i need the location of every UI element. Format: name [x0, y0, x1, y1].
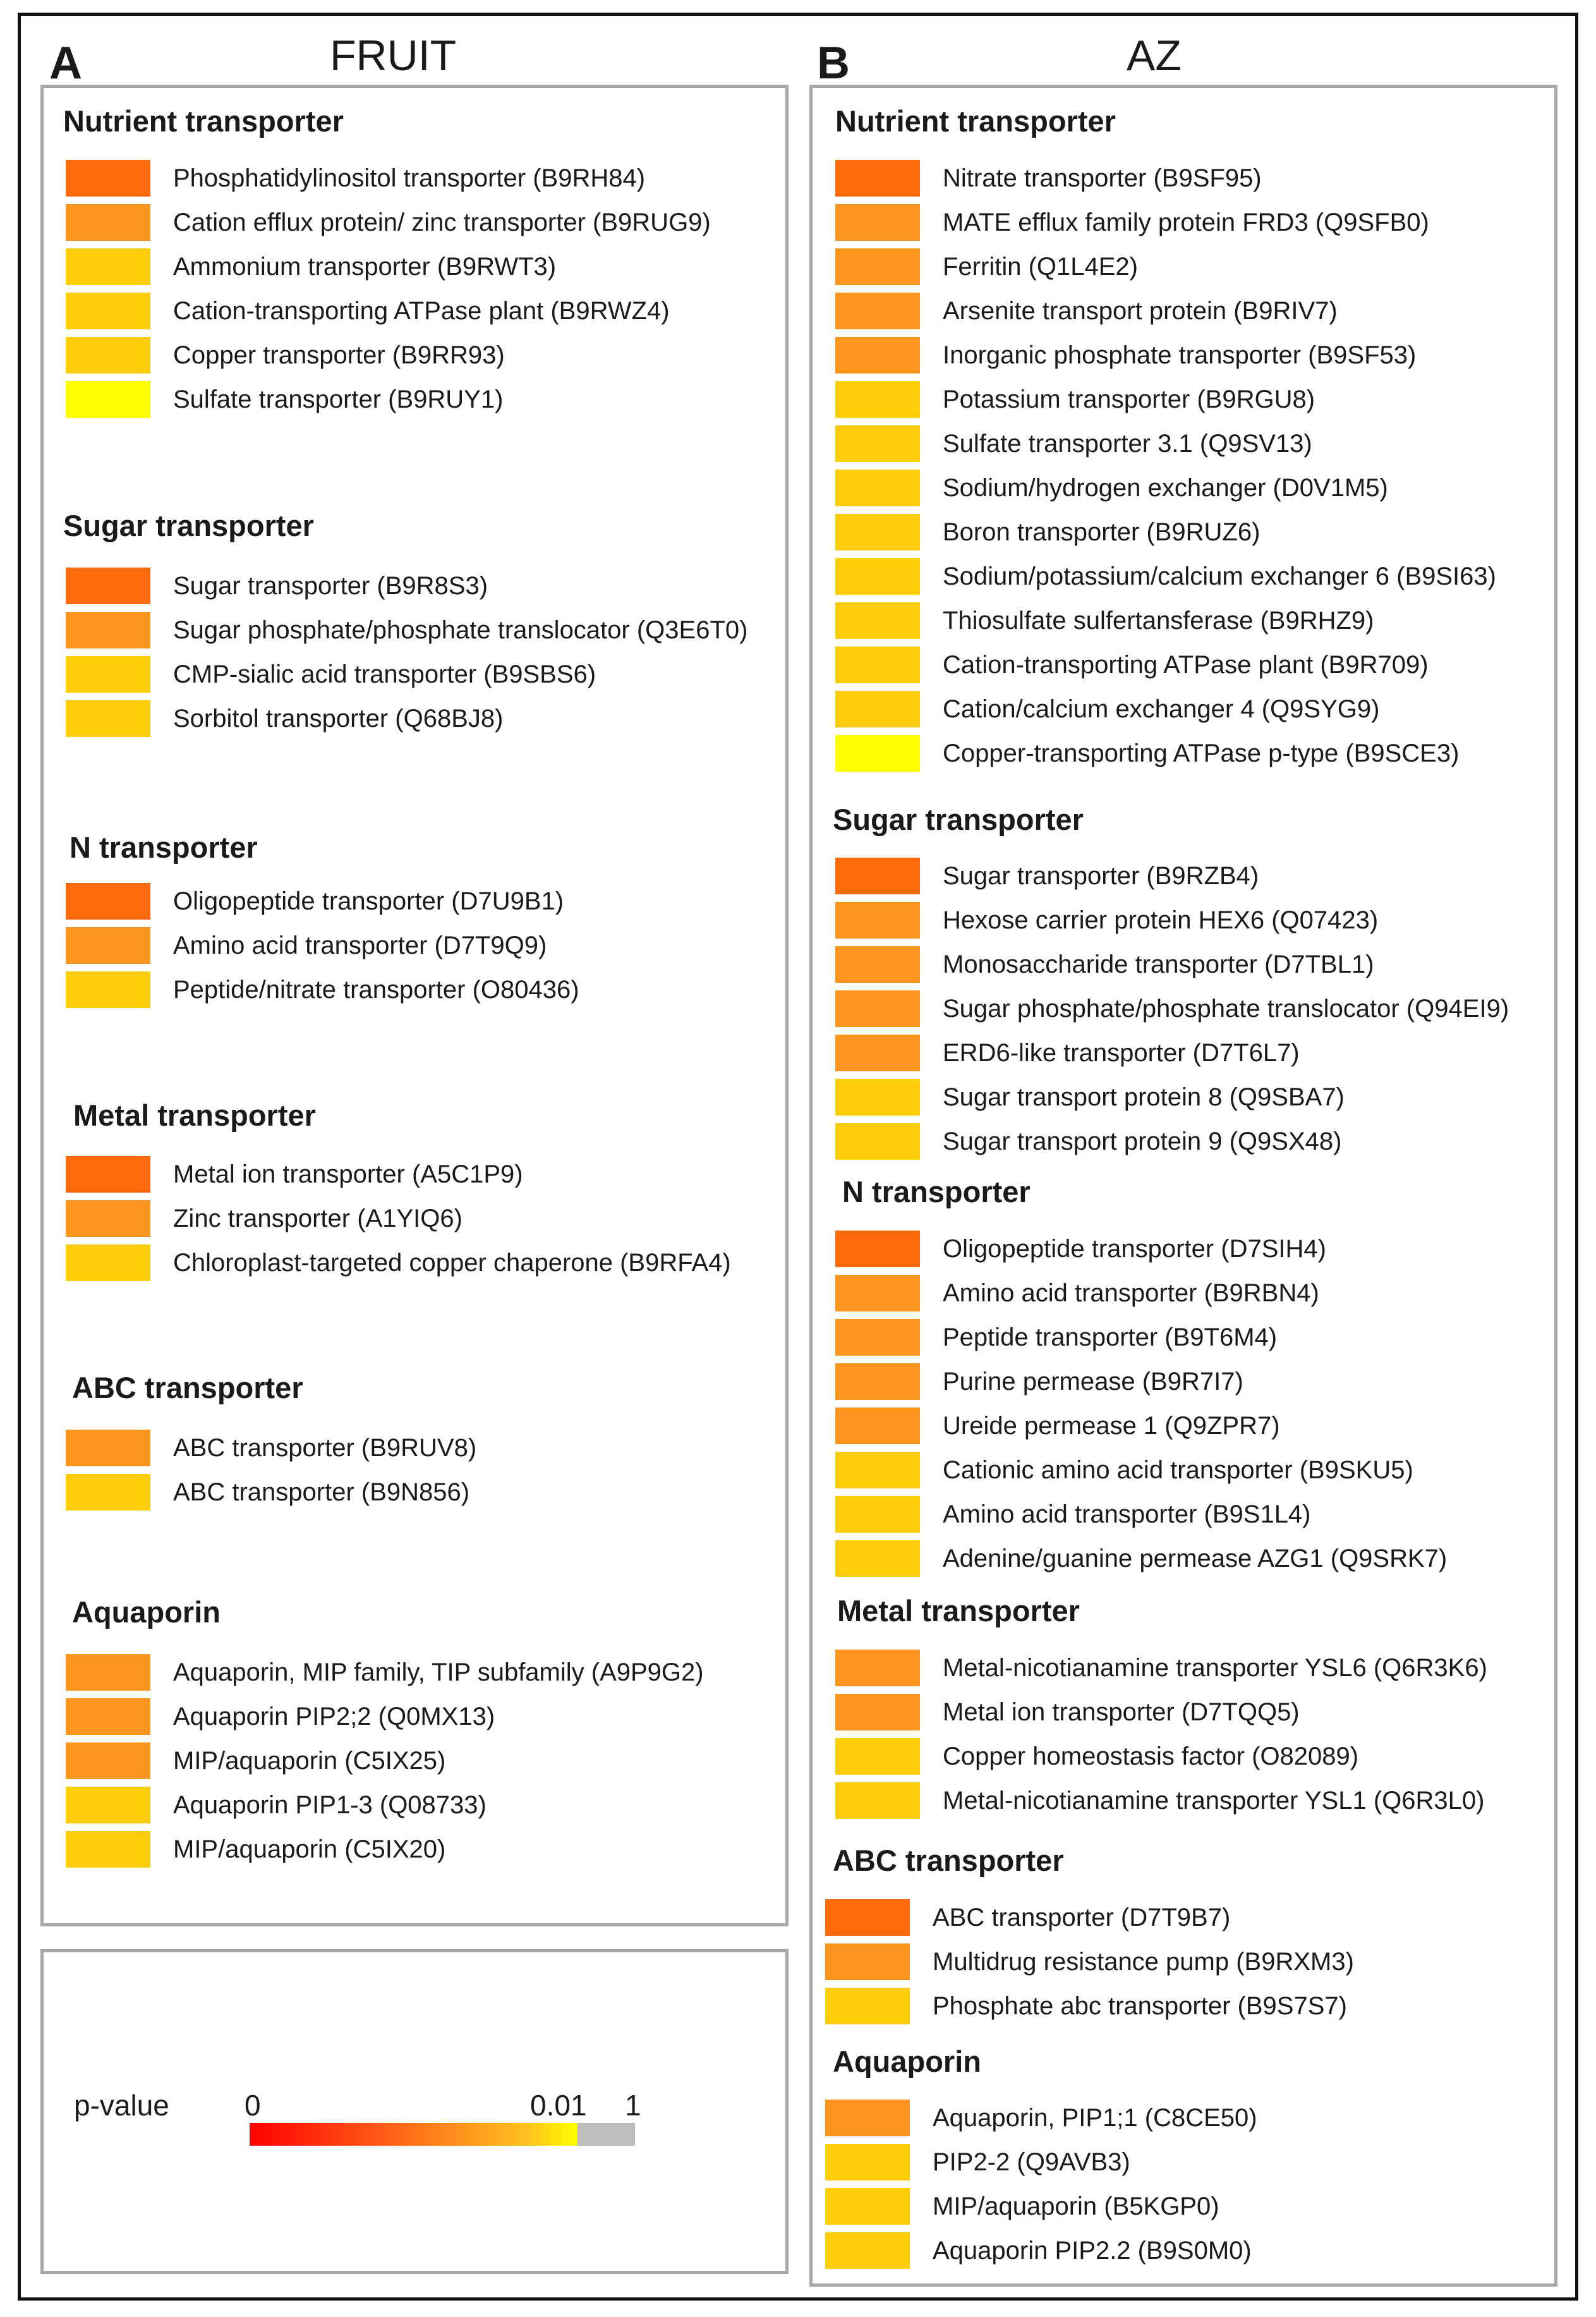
- p-value-swatch: [835, 160, 920, 197]
- transporter-label: Oligopeptide transporter (D7SIH4): [943, 1235, 1326, 1263]
- transporter-label: Nitrate transporter (B9SF95): [943, 164, 1262, 192]
- transporter-label: Cationic amino acid transporter (B9SKU5): [943, 1456, 1413, 1484]
- transporter-label: Metal ion transporter (A5C1P9): [173, 1160, 523, 1188]
- transporter-label: Copper-transporting ATPase p-type (B9SCE3): [943, 739, 1460, 767]
- p-value-swatch: [835, 204, 920, 241]
- transporter-label: Metal-nicotianamine transporter YSL6 (Q6R3K6): [943, 1654, 1487, 1682]
- group-title: Nutrient transporter: [63, 104, 344, 138]
- transporter-label: Phosphatidylinositol transporter (B9RH84): [173, 164, 646, 192]
- transporter-label: Cation-transporting ATPase plant (B9R709): [943, 651, 1429, 679]
- p-value-swatch: [835, 1319, 920, 1356]
- p-value-swatch: [66, 612, 150, 648]
- transporter-label: Metal-nicotianamine transporter YSL1 (Q6R3L0): [943, 1787, 1485, 1815]
- p-value-swatch: [66, 1474, 150, 1511]
- transporter-label: Sulfate transporter (B9RUY1): [173, 386, 504, 413]
- transporter-label: Amino acid transporter (D7T9Q9): [173, 932, 547, 959]
- p-value-swatch: [825, 2144, 910, 2180]
- p-value-swatch: [66, 204, 150, 241]
- p-value-swatch: [835, 1650, 920, 1686]
- p-value-swatch: [825, 1943, 910, 1980]
- p-value-swatch: [825, 2188, 910, 2225]
- p-value-swatch: [835, 735, 920, 772]
- p-value-swatch: [66, 883, 150, 920]
- p-value-swatch: [825, 2232, 910, 2269]
- transporter-label: Multidrug resistance pump (B9RXM3): [933, 1948, 1354, 1976]
- p-value-swatch: [66, 568, 150, 604]
- legend-box: [40, 1949, 789, 2274]
- transporter-label: Cation efflux protein/ zinc transporter (B9RUG9): [173, 209, 711, 236]
- p-value-swatch: [835, 691, 920, 727]
- p-value-swatch: [66, 1654, 150, 1691]
- group-title: N transporter: [842, 1175, 1031, 1208]
- p-value-swatch: [835, 1035, 920, 1071]
- p-value-swatch: [66, 160, 150, 197]
- transporter-label: Boron transporter (B9RUZ6): [943, 518, 1260, 546]
- transporter-label: Copper transporter (B9RR93): [173, 341, 505, 369]
- transporter-label: CMP-sialic acid transporter (B9SBS6): [173, 660, 596, 688]
- p-value-swatch: [66, 1787, 150, 1823]
- p-value-swatch: [835, 1123, 920, 1160]
- p-value-swatch: [835, 1738, 920, 1775]
- transporter-label: Copper homeostasis factor (O82089): [943, 1742, 1359, 1770]
- transporter-label: Adenine/guanine permease AZG1 (Q9SRK7): [943, 1545, 1448, 1572]
- transporter-label: Chloroplast-targeted copper chaperone (B9RFA4): [173, 1249, 731, 1277]
- transporter-label: Sulfate transporter 3.1 (Q9SV13): [943, 430, 1312, 458]
- p-value-swatch: [66, 927, 150, 964]
- panel-b-title: AZ: [1127, 32, 1182, 80]
- p-value-swatch: [835, 1408, 920, 1444]
- legend-label: p-value: [74, 2089, 169, 2122]
- transporter-label: Amino acid transporter (B9S1L4): [943, 1500, 1311, 1528]
- p-value-swatch: [66, 1831, 150, 1868]
- transporter-label: MIP/aquaporin (B5KGP0): [933, 2192, 1219, 2220]
- p-value-swatch: [825, 1899, 910, 1936]
- transporter-label: Thiosulfate sulfertansferase (B9RHZ9): [943, 607, 1374, 635]
- group-title: N transporter: [70, 830, 258, 864]
- p-value-swatch: [66, 1430, 150, 1466]
- p-value-swatch: [66, 1244, 150, 1281]
- transporter-label: PIP2-2 (Q9AVB3): [933, 2148, 1130, 2176]
- transporter-label: Sugar phosphate/phosphate translocator (Q3E6T0): [173, 616, 748, 644]
- p-value-swatch: [835, 990, 920, 1027]
- transporter-label: ABC transporter (B9RUV8): [173, 1434, 477, 1462]
- transporter-label: Aquaporin PIP2.2 (B9S0M0): [933, 2237, 1252, 2265]
- p-value-swatch: [835, 946, 920, 983]
- p-value-swatch: [66, 971, 150, 1008]
- transporter-label: Sodium/hydrogen exchanger (D0V1M5): [943, 474, 1388, 502]
- p-value-swatch: [66, 293, 150, 329]
- p-value-swatch: [835, 858, 920, 894]
- p-value-swatch: [835, 1694, 920, 1730]
- p-value-swatch: [835, 1231, 920, 1267]
- group-title: Sugar transporter: [833, 803, 1084, 836]
- transporter-label: Cation/calcium exchanger 4 (Q9SYG9): [943, 695, 1380, 723]
- p-value-swatch: [825, 1988, 910, 2024]
- legend-tick-001: 0.01: [530, 2089, 587, 2122]
- p-value-swatch: [835, 647, 920, 683]
- p-value-swatch: [835, 425, 920, 462]
- p-value-swatch: [66, 1698, 150, 1735]
- p-value-swatch: [835, 1540, 920, 1577]
- p-value-swatch: [835, 1079, 920, 1116]
- group-title: Nutrient transporter: [835, 104, 1116, 138]
- p-value-swatch: [825, 2100, 910, 2136]
- transporter-label: MATE efflux family protein FRD3 (Q9SFB0): [943, 209, 1429, 236]
- transporter-label: Ferritin (Q1L4E2): [943, 253, 1138, 281]
- transporter-label: Aquaporin PIP2;2 (Q0MX13): [173, 1703, 495, 1730]
- p-value-swatch: [835, 293, 920, 329]
- transporter-label: Purine permease (B9R7I7): [943, 1368, 1243, 1396]
- transporter-label: Phosphate abc transporter (B9S7S7): [933, 1992, 1347, 2020]
- p-value-swatch: [66, 381, 150, 418]
- p-value-swatch: [66, 1742, 150, 1779]
- transporter-label: ABC transporter (D7T9B7): [933, 1904, 1231, 1931]
- p-value-swatch: [835, 1452, 920, 1488]
- transporter-label: Sorbitol transporter (Q68BJ8): [173, 705, 504, 733]
- group-title: ABC transporter: [72, 1371, 303, 1404]
- p-value-swatch: [835, 558, 920, 595]
- legend-tick-0: 0: [245, 2089, 261, 2122]
- group-title: Aquaporin: [833, 2045, 981, 2078]
- transporter-label: Amino acid transporter (B9RBN4): [943, 1279, 1319, 1307]
- p-value-swatch: [66, 1156, 150, 1193]
- p-value-swatch: [835, 902, 920, 939]
- group-title: Metal transporter: [73, 1098, 316, 1132]
- transporter-label: Sodium/potassium/calcium exchanger 6 (B9SI63): [943, 563, 1496, 590]
- transporter-label: Ureide permease 1 (Q9ZPR7): [943, 1412, 1280, 1440]
- p-value-swatch: [66, 656, 150, 693]
- p-value-swatch: [835, 602, 920, 639]
- p-value-swatch: [66, 1200, 150, 1237]
- transporter-label: Sugar transport protein 8 (Q9SBA7): [943, 1083, 1345, 1111]
- transporter-label: Peptide transporter (B9T6M4): [943, 1323, 1278, 1351]
- p-value-swatch: [66, 248, 150, 285]
- transporter-label: Zinc transporter (A1YIQ6): [173, 1205, 462, 1232]
- p-value-swatch: [835, 381, 920, 418]
- panel-a-title: FRUIT: [330, 32, 457, 80]
- p-value-color-bar: [250, 2123, 635, 2146]
- transporter-label: Metal ion transporter (D7TQQ5): [943, 1698, 1300, 1726]
- p-value-swatch: [835, 470, 920, 506]
- transporter-label: Peptide/nitrate transporter (O80436): [173, 976, 579, 1004]
- group-title: Metal transporter: [837, 1594, 1080, 1627]
- transporter-label: ABC transporter (B9N856): [173, 1478, 470, 1506]
- transporter-label: Cation-transporting ATPase plant (B9RWZ4): [173, 297, 670, 325]
- p-value-swatch: [835, 337, 920, 374]
- transporter-label: Aquaporin PIP1-3 (Q08733): [173, 1791, 487, 1819]
- p-value-swatch: [66, 337, 150, 374]
- transporter-label: MIP/aquaporin (C5IX25): [173, 1747, 446, 1775]
- p-value-swatch: [835, 514, 920, 550]
- transporter-label: Sugar transporter (B9R8S3): [173, 572, 488, 600]
- p-value-swatch: [66, 700, 150, 737]
- group-title: Aquaporin: [72, 1595, 221, 1629]
- transporter-label: Sugar transporter (B9RZB4): [943, 862, 1259, 890]
- transporter-label: Aquaporin, MIP family, TIP subfamily (A9P9G2): [173, 1658, 704, 1686]
- transporter-label: Arsenite transport protein (B9RIV7): [943, 297, 1338, 325]
- transporter-label: Monosaccharide transporter (D7TBL1): [943, 951, 1374, 978]
- panel-a-letter: A: [49, 38, 82, 88]
- p-value-swatch: [835, 1363, 920, 1400]
- legend-tick-1: 1: [625, 2089, 641, 2122]
- transporter-label: Sugar phosphate/phosphate translocator (Q94EI9): [943, 995, 1509, 1023]
- transporter-label: Potassium transporter (B9RGU8): [943, 386, 1315, 413]
- transporter-label: Oligopeptide transporter (D7U9B1): [173, 887, 564, 915]
- p-value-swatch: [835, 1275, 920, 1311]
- transporter-label: Inorganic phosphate transporter (B9SF53): [943, 341, 1417, 369]
- p-value-swatch: [835, 1782, 920, 1819]
- group-title: Sugar transporter: [63, 509, 314, 542]
- transporter-label: MIP/aquaporin (C5IX20): [173, 1835, 446, 1863]
- transporter-label: Sugar transport protein 9 (Q9SX48): [943, 1128, 1342, 1155]
- panel-b-letter: B: [817, 38, 850, 88]
- p-value-swatch: [835, 248, 920, 285]
- transporter-label: ERD6-like transporter (D7T6L7): [943, 1039, 1300, 1067]
- transporter-label: Hexose carrier protein HEX6 (Q07423): [943, 906, 1379, 934]
- group-title: ABC transporter: [833, 1844, 1064, 1877]
- transporter-label: Aquaporin, PIP1;1 (C8CE50): [933, 2104, 1257, 2132]
- transporter-label: Ammonium transporter (B9RWT3): [173, 253, 557, 281]
- p-value-swatch: [835, 1496, 920, 1533]
